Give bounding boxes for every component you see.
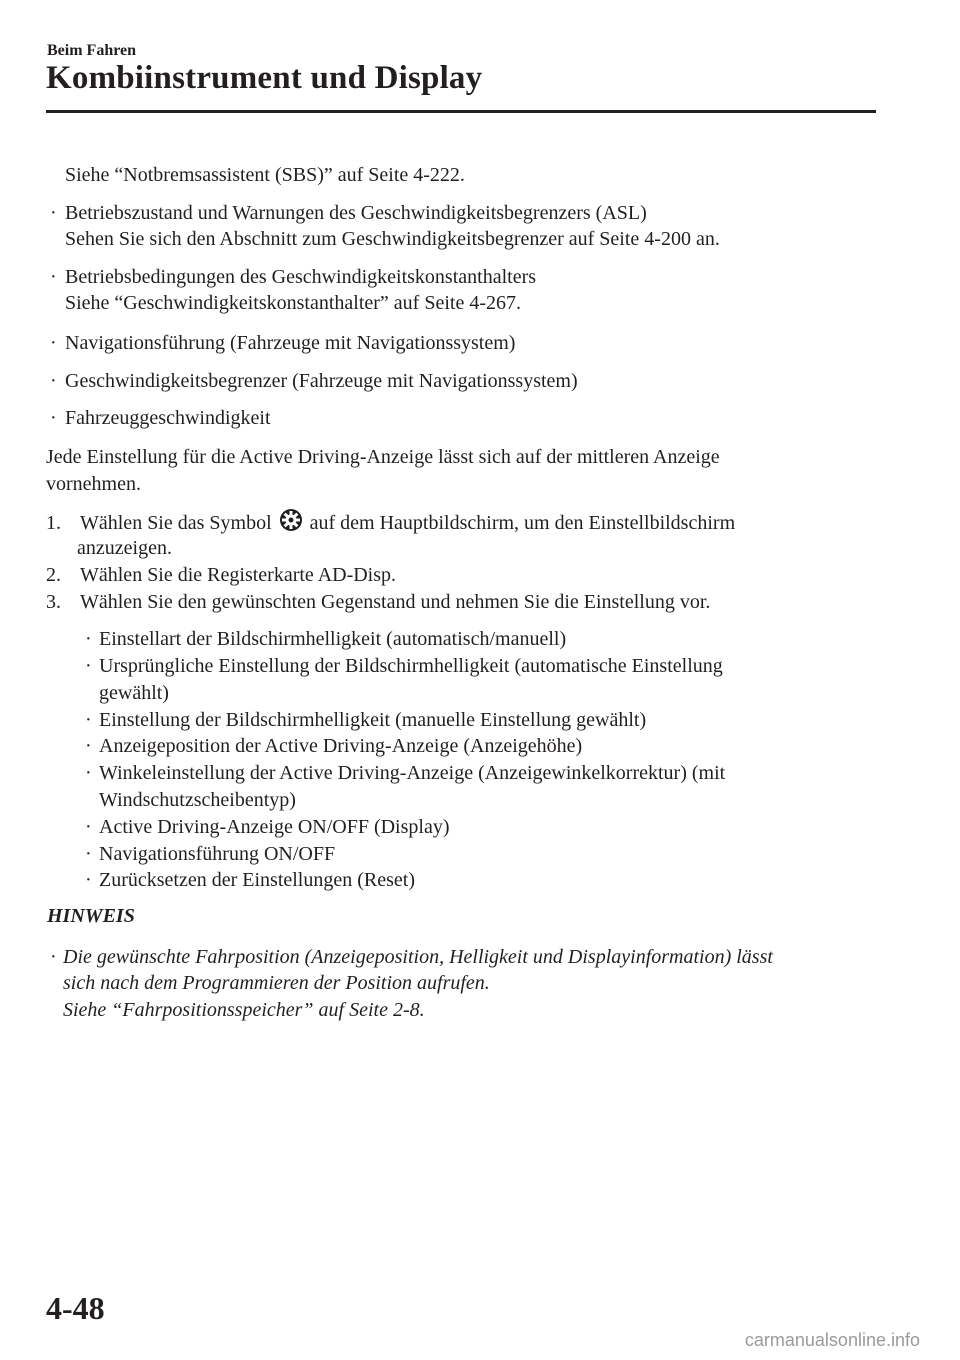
sbs-reference: Siehe “Notbremsassistent (SBS)” auf Seite 4-222.	[65, 164, 465, 186]
bullet-asl-line1: Betriebszustand und Warnungen des Geschwindigkeitsbegrenzers (ASL)	[65, 202, 647, 224]
bullet-dot: ·	[85, 709, 92, 731]
bullet-dot: ·	[85, 869, 92, 891]
step-2-text: Wählen Sie die Registerkarte AD-Disp.	[80, 564, 397, 586]
page-number: 4-48	[46, 1290, 105, 1326]
sub-bullet-display-onoff: Active Driving-Anzeige ON/OFF (Display)	[99, 816, 450, 838]
bullet-dot: ·	[50, 202, 57, 224]
bullet-cruise-line2: Siehe “Geschwindigkeitskonstanthalter” auf Seite 4-267.	[65, 292, 521, 314]
sub-bullet-angle-line1: Winkeleinstellung der Active Driving-Anzeige (Anzeigewinkelkorrektur) (mit	[99, 762, 726, 784]
step-2	[46, 562, 396, 588]
bullet-dot: ·	[85, 735, 92, 757]
paragraph-line1: Jede Einstellung für die Active Driving-Anzeige lässt sich auf der mittleren Anzeige	[46, 446, 720, 468]
sub-bullet-reset: Zurücksetzen der Einstellungen (Reset)	[99, 869, 415, 891]
section-label: Beim Fahren	[47, 42, 137, 59]
header-rule	[46, 110, 876, 113]
step-1-line2: anzuzeigen.	[77, 537, 172, 559]
bullet-dot: ·	[50, 370, 57, 392]
step-number: 1.	[46, 512, 61, 534]
bullet-dot: ·	[50, 332, 57, 354]
bullet-speed-limiter: Geschwindigkeitsbegrenzer (Fahrzeuge mit Navigationssystem)	[65, 370, 578, 392]
note-line2: sich nach dem Programmieren der Position aufrufen.	[63, 972, 490, 994]
bullet-asl-line2: Sehen Sie sich den Abschnitt zum Geschwindigkeitsbegrenzer auf Seite 4-200 an.	[65, 228, 720, 250]
sub-bullet-display-position: Anzeigeposition der Active Driving-Anzeige (Anzeigehöhe)	[99, 735, 583, 757]
step-1	[46, 508, 735, 536]
bullet-cruise-line1: Betriebsbedingungen des Geschwindigkeitskonstanthalters	[65, 266, 537, 288]
sub-bullet-navigation-onoff: Navigationsführung ON/OFF	[99, 843, 336, 865]
bullet-dot: ·	[85, 655, 92, 677]
sub-bullet-initial-brightness-line2: gewählt)	[99, 682, 169, 704]
bullet-vehicle-speed: Fahrzeuggeschwindigkeit	[65, 407, 271, 429]
sub-bullet-angle-line2: Windschutzscheibentyp)	[99, 789, 296, 811]
note-line3: Siehe “Fahrpositionsspeicher” auf Seite 2-8.	[63, 999, 425, 1021]
step-3	[46, 589, 710, 615]
step-1-text-before: Wählen Sie das Symbol	[80, 512, 272, 534]
step-3-text: Wählen Sie den gewünschten Gegenstand und nehmen Sie die Einstellung vor.	[80, 591, 711, 613]
bullet-dot: ·	[50, 407, 57, 429]
sub-bullet-manual-brightness: Einstellung der Bildschirmhelligkeit (manuelle Einstellung gewählt)	[99, 709, 647, 731]
step-1-text-after: auf dem Hauptbildschirm, um den Einstellbildschirm	[309, 512, 736, 534]
sub-bullet-initial-brightness-line1: Ursprüngliche Einstellung der Bildschirmhelligkeit (automatische Einstellung	[99, 655, 723, 677]
step-number: 3.	[46, 591, 61, 613]
bullet-dot: ·	[85, 762, 92, 784]
bullet-dot: ·	[50, 946, 57, 968]
bullet-dot: ·	[85, 628, 92, 650]
note-heading: HINWEIS	[47, 905, 135, 927]
step-number: 2.	[46, 564, 61, 586]
sub-bullet-brightness-mode: Einstellart der Bildschirmhelligkeit (automatisch/manuell)	[99, 628, 567, 650]
gear-icon	[279, 508, 303, 532]
bullet-dot: ·	[85, 843, 92, 865]
bullet-dot: ·	[50, 266, 57, 288]
watermark: carmanualsonline.info	[744, 1330, 920, 1350]
note-line1: Die gewünschte Fahrposition (Anzeigeposition, Helligkeit und Displayinformation) lässt	[63, 946, 773, 968]
paragraph-line2: vornehmen.	[46, 473, 141, 495]
chapter-title: Kombiinstrument und Display	[46, 60, 483, 96]
bullet-navigation: Navigationsführung (Fahrzeuge mit Navigationssystem)	[65, 332, 516, 354]
bullet-dot: ·	[85, 816, 92, 838]
